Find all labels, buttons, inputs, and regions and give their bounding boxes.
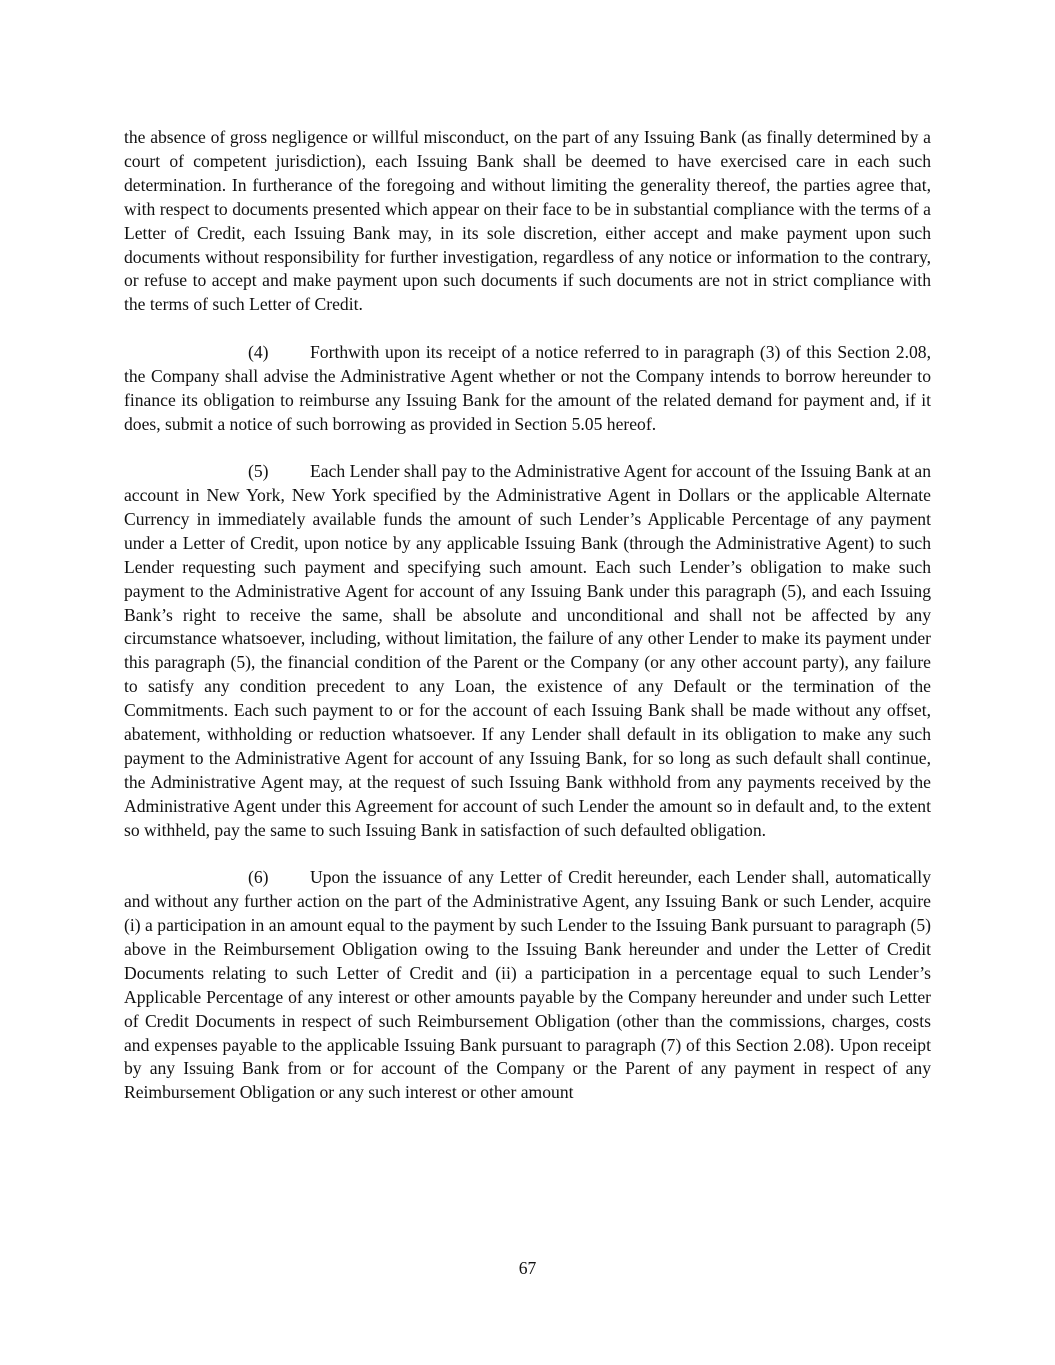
paragraph-4 — [124, 341, 931, 437]
paragraph-number: (6) — [248, 867, 269, 888]
paragraph-number: (5) — [248, 461, 269, 482]
paragraph-5 — [124, 460, 931, 843]
paragraph-continuation — [124, 126, 931, 317]
paragraph-text: Forthwith upon its receipt of a notice referred to in paragraph (3) of this Section 2.08, the Company shall advise the Administrative Agent whether or not the Company intends to borrow hereunder to finance its obligation to reimburse any Issuing Bank for the amount of the related demand for payment and, if it does, submit a notice of such borrowing as provided in Section 5.05 hereof. — [124, 341, 931, 434]
paragraph-text: Each Lender shall pay to the Administrative Agent for account of the Issuing Bank at an account in New York, New York specified by the Administrative Agent in Dollars or the applicable Alternate Currency in immediately available funds the amount of such Lender’s Applicable Percentage of any payment under a Letter of Credit, upon notice by any applicable Issuing Bank (through the Administrative Agent) to such Lender requesting such payment and specifying such amount. Each such Lender’s obligation to make such payment to the Administrative Agent for account of any Issuing Bank under this paragraph (5), and each Issuing Bank’s right to receive the same, shall be absolute and unconditional and shall not be affected by any circumstance whatsoever, including, without limitation, the failure of any other Lender to make its payment under this paragraph (5), the financial condition of the Parent or the Company (or any other account party), any failure to satisfy any condition precedent to any Loan, the existence of any Default or the termination of the Commitments. Each such payment to or for the account of each Issuing Bank shall be made without any offset, abatement, withholding or reduction whatsoever. If any Lender shall default in its obligation to make any such payment to the Administrative Agent for account of any Issuing Bank, for so long as such default shall continue, the Administrative Agent may, at the request of such Issuing Bank withhold from any payments received by the Administrative Agent under this Agreement for account of such Lender the amount so in default and, to the extent so withheld, pay the same to such Issuing Bank in satisfaction of such defaulted obligation. — [124, 461, 931, 840]
document-body — [124, 126, 931, 1105]
paragraph-text: the absence of gross negligence or willful misconduct, on the part of any Issuing Bank (as finally determined by a court of competent jurisdiction), each Issuing Bank shall be deemed to have exercised care in each such determination. In furtherance of the foregoing and without limiting the generality thereof, the parties agree that, with respect to documents presented which appear on their face to be in substantial compliance with the terms of a Letter of Credit, each Issuing Bank may, in its sole discretion, either accept and make payment upon such documents without responsibility for further investigation, regardless of any notice or information to the contrary, or refuse to accept and make payment upon such documents if such documents are not in strict compliance with the terms of such Letter of Credit. — [124, 127, 931, 315]
page-number: 67 — [518, 1258, 537, 1278]
paragraph-6 — [124, 866, 931, 1105]
paragraph-number: (4) — [248, 341, 269, 362]
paragraph-text: Upon the issuance of any Letter of Credit hereunder, each Lender shall, automatically and without any further action on the part of the Administrative Agent, any Issuing Bank or such Lender, acquire (i) a participation in an amount equal to the payment by such Lender to the Issuing Bank pursuant to paragraph (5) above in the Reimbursement Obligation owing to the Issuing Bank hereunder and under the Letter of Credit Documents relating to such Letter of Credit and (ii) a participation in a percentage equal to such Lender’s Applicable Percentage of any interest or other amounts payable by the Company hereunder and under such Letter of Credit Documents in respect of such Reimbursement Obligation (other than the commissions, charges, costs and expenses payable to the applicable Issuing Bank pursuant to paragraph (7) of this Section 2.08). Upon receipt by any Issuing Bank from or for account of the Company or the Parent of any payment in respect of any Reimbursement Obligation or any such interest or other amount — [124, 867, 931, 1103]
